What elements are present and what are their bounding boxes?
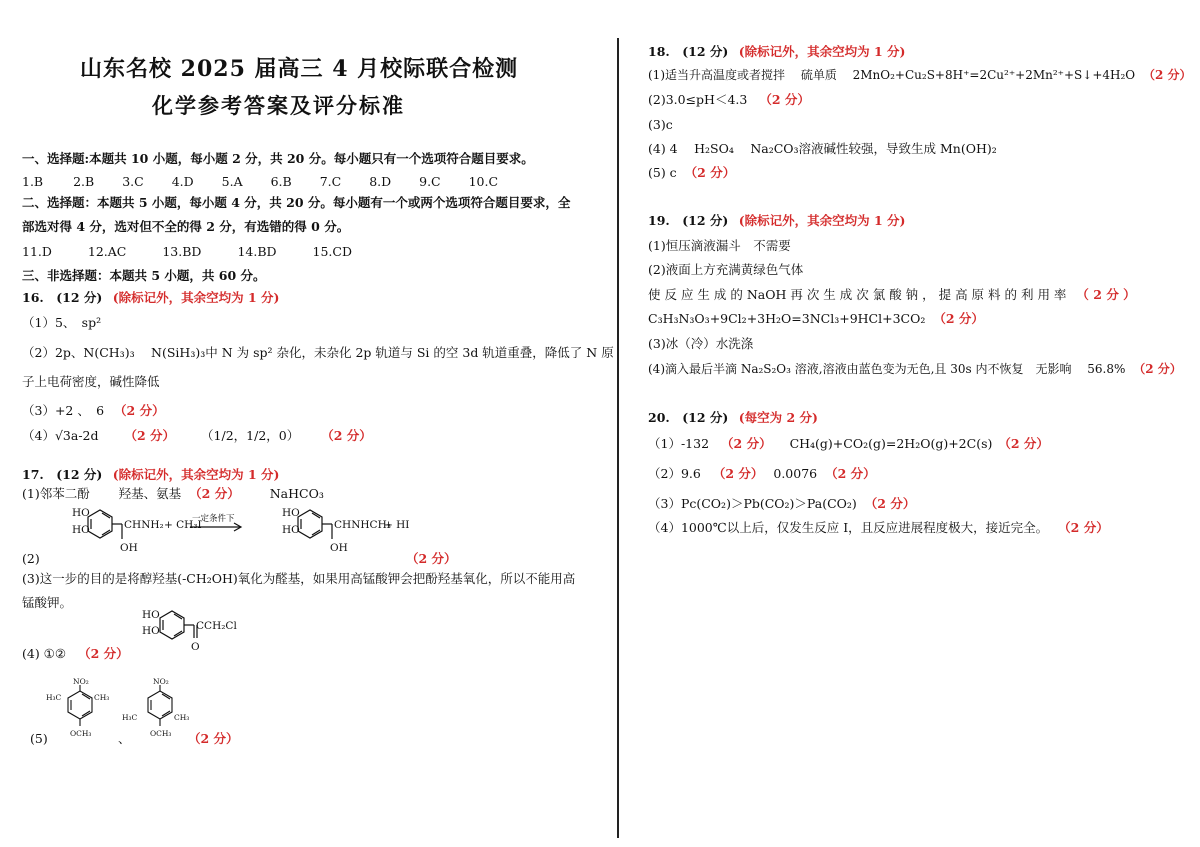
q17-score: 17. (12 分) (22, 467, 103, 482)
q17-note: (除标记外，其余空均为 1 分) (112, 467, 280, 482)
s4-ho-2: HO (142, 625, 160, 637)
answer-item: 6.B (270, 174, 292, 189)
score-mark: （2 分） (712, 466, 764, 481)
answer-item: 14.BD (237, 244, 277, 259)
reaction-condition: 一定条件下 (192, 514, 235, 524)
answer-item: 1.B (22, 174, 44, 189)
column-divider (617, 38, 619, 838)
score-mark: （2 分） (998, 436, 1049, 451)
answer-item: 5.A (221, 174, 243, 189)
s4-oxygen: O (191, 641, 200, 653)
q19-heading (648, 213, 905, 229)
q16-coordinates: （1/2，1/2，0） (201, 428, 300, 443)
q20-line1 (648, 436, 1049, 452)
score-mark: （2 分） (933, 311, 984, 326)
q19-line4 (648, 311, 984, 327)
q16-line4-text: （4）√3a-2d (22, 428, 99, 443)
reactant-ho-2: HO (72, 524, 90, 536)
score-mark: （2 分） (124, 428, 176, 443)
document-subtitle: 化学参考答案及评分标准 (152, 93, 405, 118)
s5b-methyl-right: CH₃ (174, 713, 190, 722)
structure-q17-4 (132, 608, 252, 656)
product-ho-1: HO (282, 507, 300, 519)
answer-item: 7.C (319, 174, 342, 189)
score-mark: （2 分） (78, 646, 129, 661)
score-mark: （2 分） (684, 165, 736, 180)
s5a-nitro: NO₂ (73, 677, 89, 686)
score-mark: （2 分） (1058, 520, 1109, 535)
answer-item: 15.CD (312, 244, 352, 259)
q20-score: 20. (12 分) (648, 410, 729, 425)
q20-line2-value-b: 0.0076 (773, 466, 818, 481)
score-mark: （2 分） (1133, 362, 1182, 376)
q20-line1-value: （1）-132 (648, 436, 710, 451)
q19-equation: C₃H₃N₃O₃+9Cl₂+3H₂O=3NCl₃+9HCl+3CO₂ (648, 311, 926, 326)
score-mark: （2 分） (114, 403, 165, 418)
score-mark: （2 分） (721, 436, 772, 451)
q19-line5: (3)冰（冷）水洗涤 (648, 336, 754, 351)
q17-heading (22, 467, 279, 483)
q19-line6-text: (4)滴入最后半滴 Na₂S₂O₃ 溶液,溶液由蓝色变为无色,且 30s 内不恢复 无影响 56.8% (648, 362, 1126, 376)
q18-note: (除标记外，其余空均为 1 分) (738, 44, 906, 59)
part1-heading: 一、选择题:本题共 10 小题，每小题 2 分，共 20 分。每小题只有一个选项符合题目要求。 (22, 151, 534, 166)
q20-heading (648, 410, 818, 426)
q18-line1 (648, 67, 1192, 83)
score-mark: （2 分） (188, 731, 239, 746)
q16-heading (22, 290, 279, 306)
q20-line4-text: （4）1000℃以上后，仅发生反应 I，且反应进展程度极大，接近完全。 (648, 520, 1049, 535)
q18-line4: (4) 4 H₂SO₄ Na₂CO₃溶液碱性较强，导致生成 Mn(OH)₂ (648, 141, 997, 156)
q19-score: 19. (12 分) (648, 213, 729, 228)
document-title: 山东名校 2025 届高三 4 月校际联合检测 (80, 56, 519, 82)
reactant-oh: OH (120, 542, 138, 554)
answer-item: 4.D (171, 174, 194, 189)
q19-line2: (2)液面上方充满黄绿色气体 (648, 262, 804, 277)
q20-line3 (648, 496, 915, 512)
answer-item: 2.B (73, 174, 95, 189)
answer-item: 8.D (369, 174, 392, 189)
s5b-methoxy: OCH₃ (150, 729, 172, 738)
q18-line2-text: (2)3.0≤pH＜4.3 (648, 92, 748, 107)
reaction-scheme (40, 503, 420, 561)
reactant-chain: CHNH₂ (124, 519, 164, 531)
q19-note: (除标记外，其余空均为 1 分) (738, 213, 906, 228)
q17-line1 (22, 486, 324, 502)
part2-heading-cont: 部选对得 4 分，选对但不全的得 2 分，有选错的得 0 分。 (22, 219, 350, 234)
part1-answers (22, 174, 498, 190)
q17-line1-text: (1)邻苯二酚 羟基、氨基 (22, 486, 182, 501)
q16-score: 16. (12 分) (22, 290, 103, 305)
q18-line1-text: (1)适当升高温度或者搅拌 硫单质 2MnO₂+Cu₂S+8H⁺=2Cu²⁺+2Mn²⁺+S↓+4H₂O (648, 68, 1136, 82)
q19-line6 (648, 361, 1182, 377)
q19-line1: (1)恒压滴液漏斗 不需要 (648, 238, 791, 253)
answer-item: 9.C (419, 174, 441, 189)
q16-line3 (22, 403, 165, 419)
q16-note: (除标记外，其余空均为 1 分) (112, 290, 280, 305)
q18-line2 (648, 92, 810, 108)
q17-line5-separator: 、 (118, 731, 131, 746)
answer-item: 3.C (122, 174, 144, 189)
q17-line4 (22, 646, 129, 662)
q20-equation: CH₄(g)+CO₂(g)=2H₂O(g)+2C(s) (789, 436, 993, 451)
answer-item: 12.AC (87, 244, 127, 259)
part3-heading: 三、非选择题：本题共 5 小题，共 60 分。 (22, 268, 266, 283)
q18-line5 (648, 165, 735, 181)
q17-line4-text: (4) ①② (22, 646, 67, 661)
s4-chain: CCH₂Cl (196, 620, 237, 632)
q20-line2 (648, 466, 876, 482)
q18-line3: (3)c (648, 117, 673, 132)
q16-line3-text: （3）+2 、 6 (22, 403, 105, 418)
product-chain: CHNHCH₃ (334, 519, 391, 531)
s5b-methyl-left: H₃C (122, 713, 138, 722)
s5a-methoxy: OCH₃ (70, 729, 92, 738)
q18-heading (648, 44, 905, 60)
score-mark: （2 分） (1142, 68, 1192, 82)
score-mark: （ 2 分 ） (1076, 287, 1136, 302)
answer-item: 13.BD (162, 244, 202, 259)
reagent-ch3i: + CH₃I (164, 519, 202, 531)
q17-line2: (2) (22, 551, 40, 566)
q20-line2-value: （2）9.6 (648, 466, 701, 481)
score-mark: （2 分） (759, 92, 810, 107)
q16-line2: （2）2p、N(CH₃)₃ N(SiH₃)₃中 N 为 sp² 杂化，未杂化 2p 轨道与 Si 的空 3d 轨道重叠，降低了 N 原 (22, 345, 614, 360)
score-mark: （2 分） (864, 496, 916, 511)
q18-line5-text: (5) c (648, 165, 677, 180)
q16-line1: （1）5、 sp² (22, 315, 102, 330)
score-mark: （2 分） (825, 466, 876, 481)
q17-line3: (3)这一步的目的是将醇羟基(-CH₂OH)氧化为醛基，如果用高锰酸钾会把酚羟基氧化，所以不能用高 (22, 571, 576, 586)
part2-heading: 二、选择题：本题共 5 小题，每小题 4 分，共 20 分。每小题有一个或两个选项符合题目要求，全 (22, 195, 571, 210)
s5a-methyl-left: H₃C (46, 693, 62, 702)
q16-line4 (22, 428, 372, 444)
q19-line3-text: 使 反 应 生 成 的 NaOH 再 次 生 成 次 氯 酸 钠 ， 提 高 原 料 的 利 用 率 (648, 287, 1067, 302)
s4-ho-1: HO (142, 609, 160, 621)
q17-reagent: NaHCO₃ (269, 486, 324, 501)
q18-score: 18. (12 分) (648, 44, 729, 59)
answer-item: 11.D (22, 244, 52, 259)
product-oh: OH (330, 542, 348, 554)
q17-line5: (5) (30, 731, 48, 746)
q19-line3 (648, 287, 1136, 303)
s5b-nitro: NO₂ (153, 677, 169, 686)
score-mark: （2 分） (321, 428, 372, 443)
part2-answers (22, 244, 352, 260)
q20-pressure-order: （3）Pc(CO₂)＞Pb(CO₂)＞Pa(CO₂) (648, 496, 857, 511)
q20-note: (每空为 2 分) (738, 410, 818, 425)
s5a-methyl-right: CH₃ (94, 693, 110, 702)
q20-line4 (648, 520, 1109, 536)
byproduct-hi: + HI (384, 519, 410, 531)
reactant-ho-1: HO (72, 507, 90, 519)
q16-line2-cont: 子上电荷密度，碱性降低 (22, 374, 160, 389)
product-ho-2: HO (282, 524, 300, 536)
score-mark: （2 分） (406, 551, 457, 566)
q17-line3-cont: 锰酸钾。 (22, 595, 73, 610)
answer-item: 10.C (468, 174, 499, 189)
score-mark: （2 分） (189, 486, 240, 501)
